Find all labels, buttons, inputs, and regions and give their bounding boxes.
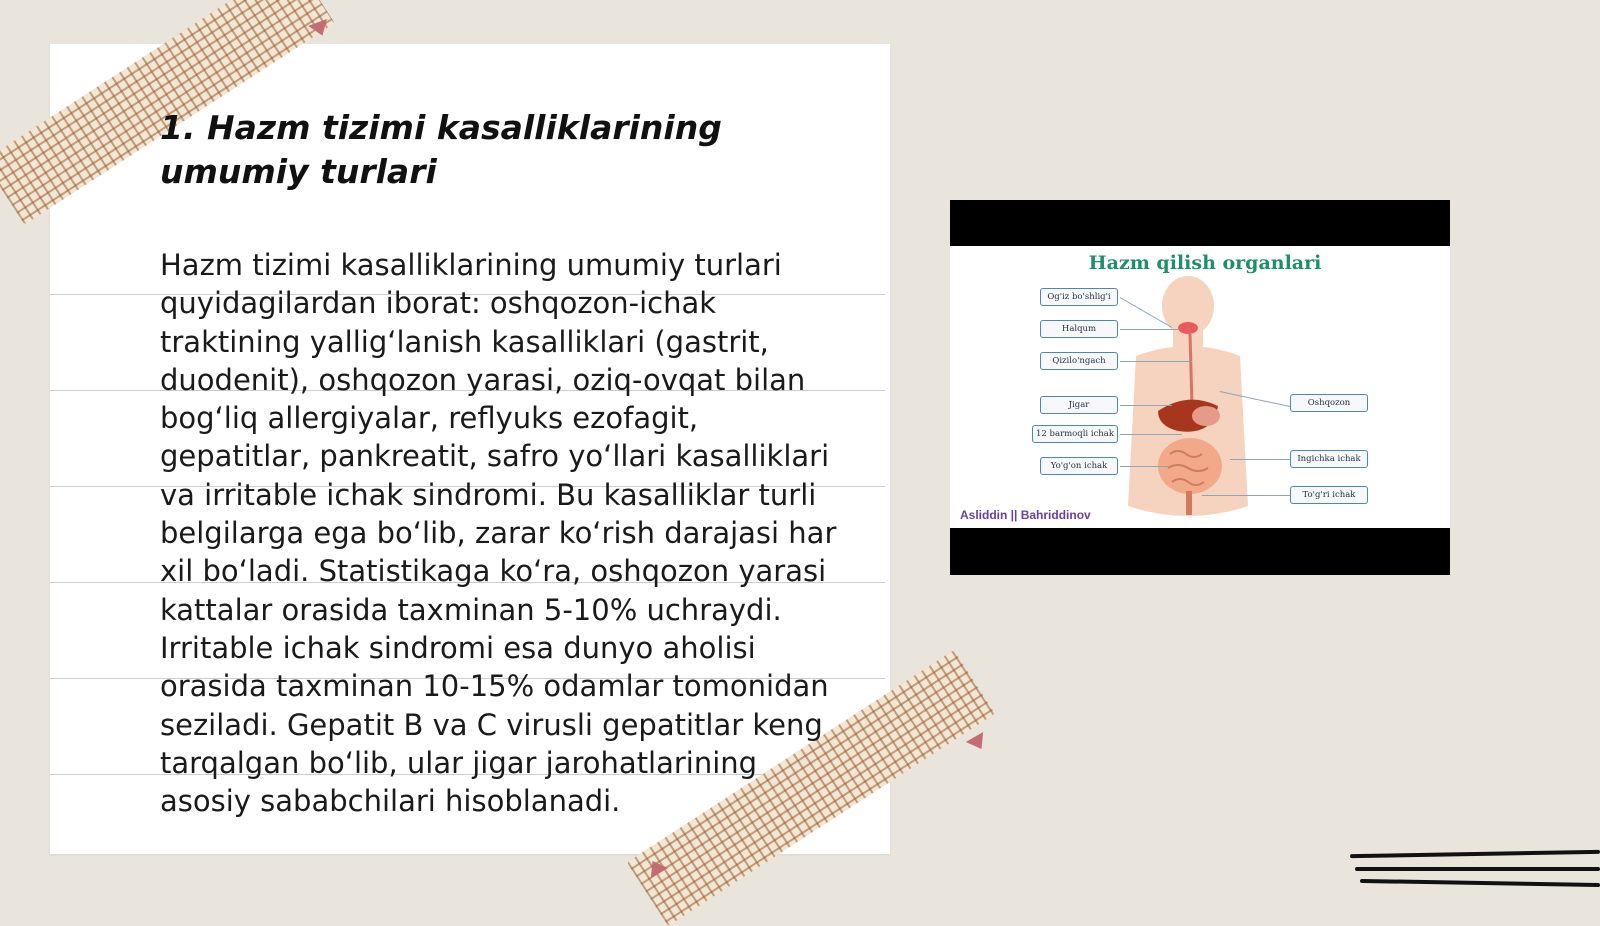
organ-label-esophagus: Qizilo'ngach [1040, 352, 1118, 370]
organ-label-small-intestine: Ingichka ichak [1290, 450, 1368, 468]
label-connector [1120, 434, 1182, 435]
decorative-stroke [1350, 850, 1600, 858]
decorative-stroke [1360, 879, 1600, 887]
media-heading: Hazm qilish organlari [1088, 252, 1322, 274]
label-connector [1120, 329, 1178, 330]
organ-label-liver: Jigar [1040, 396, 1118, 414]
human-body-figure [1118, 276, 1258, 526]
slide-body-text: Hazm tizimi kasalliklarining umumiy turlari quyidagilardan iborat: oshqozon-ichak traktining yallig‘lanish kasalliklari (gastrit, duodenit), oshqozon yarasi, oziq-ovqat bilan bog‘liq allergiyalar, reflyuks ezofagit, gepatitlar, pankreatit, safro yo‘llari kasalliklari va irritable ichak sindromi. Bu kasalliklar turli belgilarga ega bo‘lib, zarar ko‘rish darajasi har xil bo‘ladi. Statistikaga ko‘ra, oshqozon yarasi kattalar orasida taxminan 5-10% uchraydi. Irritable ichak sindromi esa dunyo aholisi orasida taxminan 10-15% odamlar tomonidan seziladi. Gepatit B va C virusli gepatitlar keng tarqalgan bo‘lib, ular jigar jarohatlarining asosiy sababchilari hisoblanadi. [160, 248, 837, 819]
digestive-organs-media[interactable] [950, 200, 1450, 575]
organ-label-duodenum: 12 barmoqli ichak [1032, 425, 1118, 443]
label-connector [1202, 495, 1290, 496]
organ-label-pharynx: Halqum [1040, 320, 1118, 338]
digestive-organs-image [950, 246, 1450, 528]
decorative-stroke [1355, 867, 1600, 871]
organ-label-large-intestine: Yo'g'on ichak [1040, 457, 1118, 475]
organ-label-stomach: Oshqozon [1290, 394, 1368, 412]
organ-label-mouth: Og'iz bo'shlig'i [1040, 288, 1118, 306]
organ-label-rectum: To'g'ri ichak [1290, 486, 1368, 504]
slide-title: 1. Hazm tizimi kasalliklarining umumiy turlari [160, 108, 722, 191]
label-connector [1120, 466, 1168, 467]
media-credit: Asliddin || Bahriddinov [960, 508, 1091, 522]
label-connector [1120, 405, 1172, 406]
label-connector [1120, 361, 1192, 362]
label-connector [1230, 459, 1290, 460]
tape-pin-icon [966, 732, 990, 754]
